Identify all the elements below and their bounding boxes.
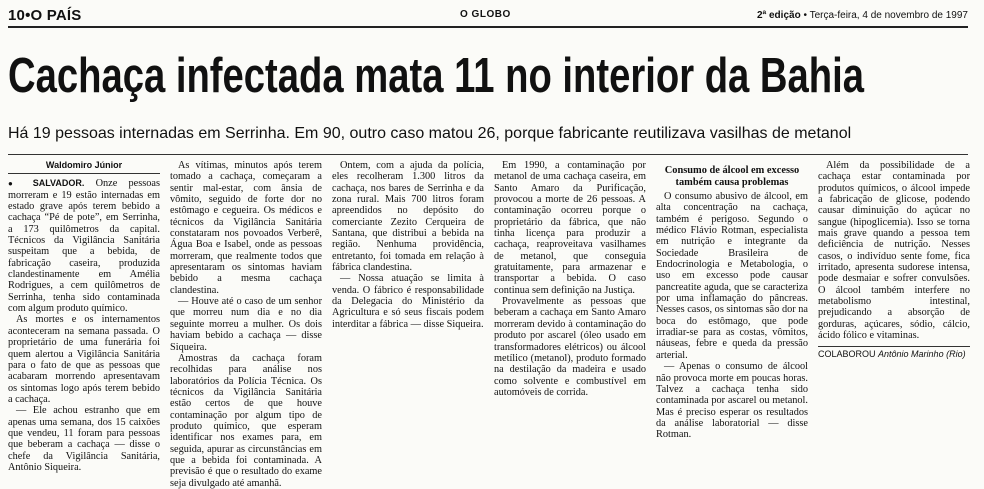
edition-date <box>757 10 968 21</box>
paragraph-10: Provavelmente as pessoas que beberam a cachaça em Santo Amaro morreram devido à contaminação do produto por ascarel (óleo usado em transformadores elétricos) ou álcool metílico (metanol), produto formado na destilação da madeira e usado como solvente e combustível em automóveis de corrida. <box>494 296 646 398</box>
paragraph-9: Em 1990, a contaminação por metanol de uma cachaça caseira, em Santo Amaro da Purificação, provocou a morte de 26 pessoas. A contaminação ocorreu porque o proprietário da fábrica, que não tinha licença para produzir a cachaça, reaproveitava vasilhames de metanol, que conseguia gratuitamente, para armazenar e transportar a bebida. O caso continua sem definição na Justiça. <box>494 160 646 296</box>
article-column-6 <box>818 160 970 422</box>
article-column-1 <box>8 160 160 473</box>
page-section: 10•O PAÍS <box>8 6 82 24</box>
top-rule <box>8 26 968 28</box>
deck-rule <box>8 154 968 155</box>
article-column-5 <box>656 160 808 441</box>
paragraph-13: Além da possibilidade de a cachaça estar contaminada por produtos químicos, o álcool impede a fabricação de glicose, podendo causar diminuição do açúcar no sangue (hipoglicemia). Isso se torna mais grave quando a pessoa tem deficiência de nutrição. Nesses casos, o indivíduo sente fome, fica irritado, apresenta sudorese intensa, pode desmaiar e sofrer convulsões. O álcool também interfere no metabolismo intestinal, prejudicando a absorção de gorduras, açúcares, sódio, cálcio, ácido fólico e vitaminas. <box>818 160 970 342</box>
paragraph-8: — Nossa atuação se limita à venda. O fábrico é responsabilidade da Delegacia do Ministério da Agricultura e só seus fiscais podem interditar a fábrica — disse Siqueira. <box>332 273 484 330</box>
paragraph-6: Amostras da cachaça foram recolhidas para análise nos laboratórios da Polícia Técnica. Os técnicos da Vigilância Sanitária estão certos de que houve contaminação por algum tipo de produto químico, que esperam identificar nos exames para, em seguida, apurar as circunstâncias em que a bebida foi contaminada. A previsão é que o resultado do exame seja divulgado até amanhã. <box>170 352 322 489</box>
dateline-bullet: ● <box>8 179 22 189</box>
paragraph-1 <box>8 178 160 314</box>
byline: Waldomiro Júnior <box>8 160 160 174</box>
subhead: Consumo de álcool em excesso também causa problemas <box>664 165 800 188</box>
publication-date: • Terça-feira, 4 de novembro de 1997 <box>803 9 968 21</box>
paragraph-1-text: Onze pessoas morreram e 19 estão internadas em estado grave após terem bebido a cachaça “Pé de pote”, em Serrinha, a 173 quilômetros da capital. Técnicos da Vigilância Sanitária suspeitam que a bebida, de fabricação caseira, produzida clandestinamente em Amélia Rodrigues, a cem quilômetros de Serrinha, tenha sido contaminada com algum produto químico. <box>8 178 160 315</box>
paragraph-2: As mortes e os internamentos aconteceram na semana passada. O proprietário de uma funerária foi quem alertou a Vigilância Sanitária para o fato de que as pessoas que acabaram morrendo apresentavam os sintomas logo após terem bebido a cachaça. <box>8 314 160 405</box>
credit-label: COLABOROU <box>818 348 876 359</box>
paragraph-7: Ontem, com a ajuda da polícia, eles recolheram 1.300 litros da cachaça, nos bares de Serrinha e da zona rural. Mais 700 litros foram apreendidos no depósito do comerciante Zezito Cerqueira de Santana, que distribui a bebida na região. Nenhuma providência, entretanto, foi tomada em relação à fábrica clandestina. <box>332 160 484 274</box>
credit-name: Antônio Marinho (Rio) <box>878 348 966 359</box>
contributor-credit <box>818 346 970 360</box>
newspaper-name: O GLOBO <box>460 9 511 20</box>
paragraph-12: — Apenas o consumo de álcool não provoca morte em poucas horas. Talvez a cachaça tenha sido contaminada por ascarel ou metanol. Mas é preciso esperar os resultados da análise laboratorial — disse Rotman. <box>656 361 808 441</box>
article-column-3 <box>332 160 484 422</box>
paragraph-11: O consumo abusivo de álcool, em alta concentração na cachaça, também é perigoso. Segundo o médico Flávio Rotman, especialista em nutrição e integrante da Sociedade Brasileira de Endocrinologia e Metabologia, o uso em excesso pode causar pancreatite aguda, que se caracteriza por uma inflamação do pâncreas. Nesses casos, os sintomas são dor na boca do estômago, que pode irradiar-se para as costas, vômitos, náuseas, febre e queda da pressão arterial. <box>656 191 808 361</box>
headline: Cachaça infectada mata 11 no interior da Bahia <box>8 49 865 103</box>
paragraph-3: — Ele achou estranho que em apenas uma semana, dos 15 caixões que vendeu, 11 foram para pessoas que beberam a cachaça — disse o chefe da Vigilância Sanitária, Antônio Siqueira. <box>8 405 160 473</box>
edition-label: 2ª edição <box>756 9 801 21</box>
dateline: SALVADOR. <box>32 178 85 189</box>
article-column-2 <box>170 160 322 489</box>
paragraph-4: As vítimas, minutos após terem tomado a cachaça, começaram a sentir mal-estar, com ânsia de vômito, seguido de forte dor no estômago e cegueira. Os médicos e técnicos da Vigilância Sanitária constataram nos povoados Verberê, Água Boa e Isabel, onde as pessoas morreram, que realmente todos que apresentaram os sintomas haviam bebido a mesma cachaça clandestina. <box>170 160 322 296</box>
paragraph-5: — Houve até o caso de um senhor que morreu num dia e no dia seguinte morreu a mulher. Os dois haviam bebido a cachaça — disse Siqueira. <box>170 296 322 353</box>
article-column-4 <box>494 160 646 422</box>
deck: Há 19 pessoas internadas em Serrinha. Em 90, outro caso matou 26, porque fabricante reutilizava vasilhas de metanol <box>8 125 852 142</box>
page-folio <box>8 6 968 24</box>
